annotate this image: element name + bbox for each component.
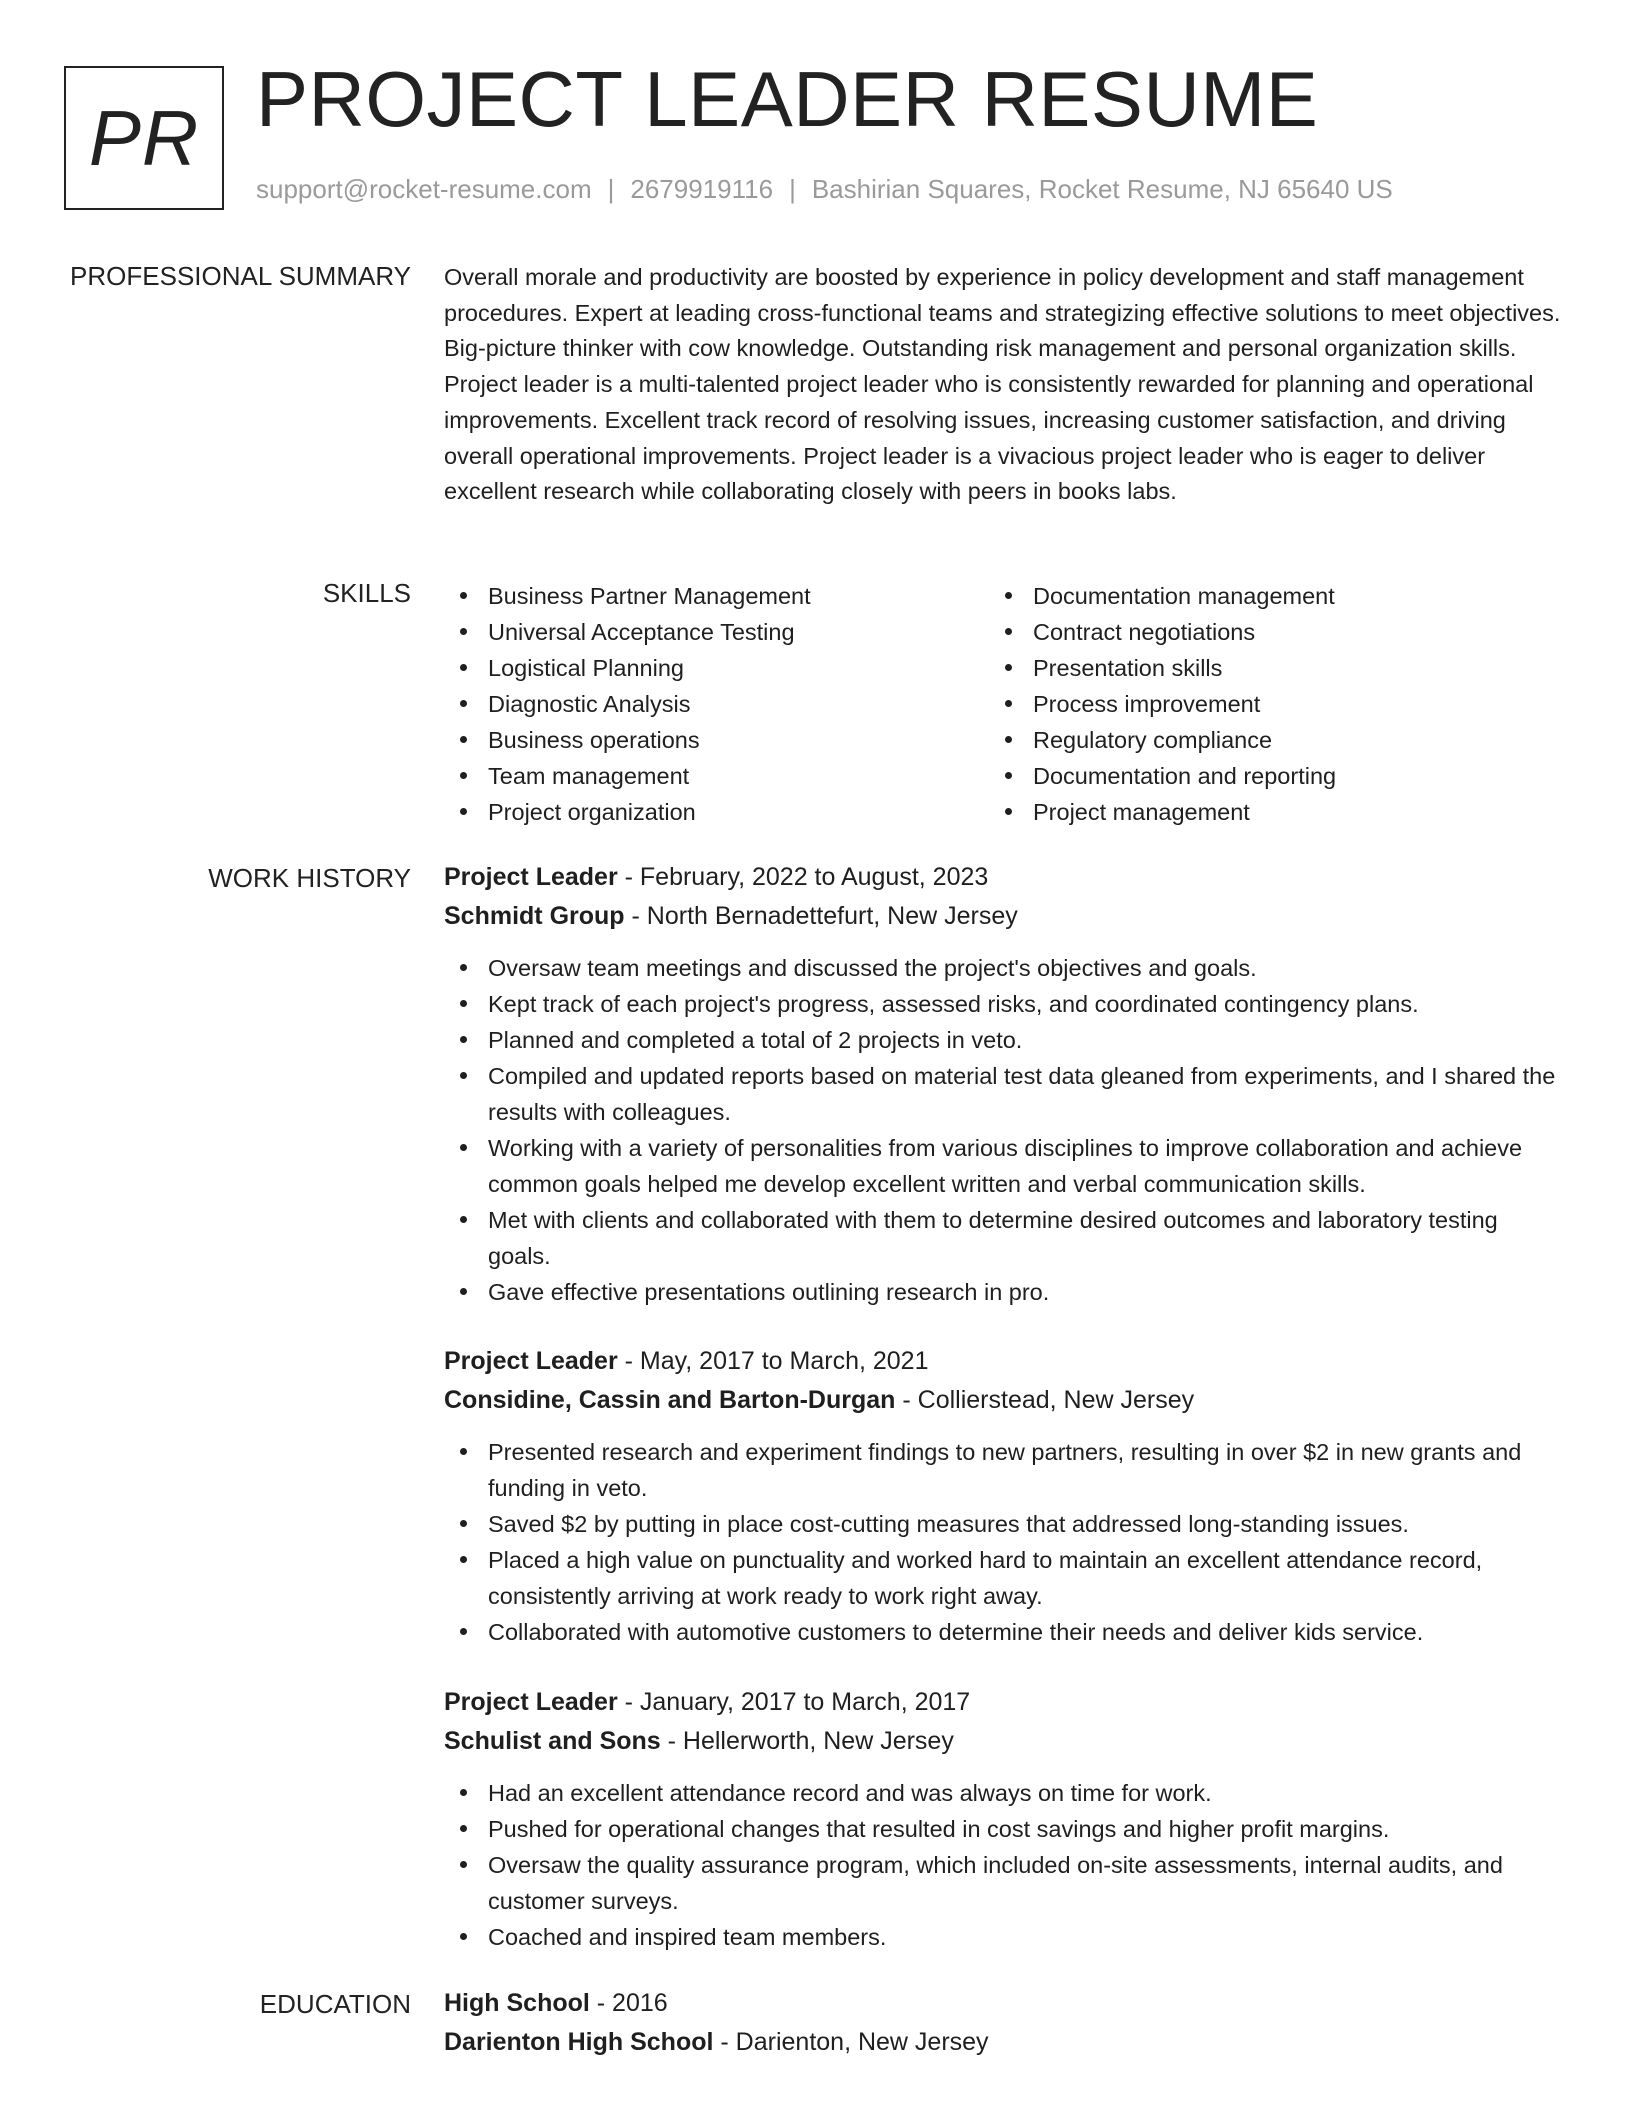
job-bullet: Coached and inspired team members. — [444, 1919, 1564, 1955]
job-bullet: Oversaw team meetings and discussed the project's objectives and goals. — [444, 950, 1564, 986]
contact-separator: | — [607, 174, 615, 204]
section-label-skills: SKILLS — [322, 578, 411, 608]
skill-item: Team management — [444, 758, 989, 794]
job-bullet: Oversaw the quality assurance program, which included on-site assessments, internal audits, and customer surveys. — [444, 1847, 1564, 1919]
job-title: Project Leader — [444, 1347, 618, 1375]
job-title-line — [444, 1342, 1564, 1381]
job-bullet: Pushed for operational changes that resulted in cost savings and higher profit margins. — [444, 1811, 1564, 1847]
job-bullet: Presented research and experiment findings to new partners, resulting in over $2 in new grants and funding in veto. — [444, 1434, 1564, 1506]
job-bullet-list — [444, 950, 1564, 1310]
skill-item: Contract negotiations — [989, 614, 1534, 650]
contact-address: Bashirian Squares, Rocket Resume, NJ 65640 US — [811, 174, 1393, 204]
education-location: - Darienton, New Jersey — [713, 2028, 989, 2056]
skill-item: Diagnostic Analysis — [444, 686, 989, 722]
skills-list-left — [444, 578, 989, 830]
contact-line — [256, 174, 1393, 205]
job-bullet-list — [444, 1434, 1564, 1650]
skill-item: Presentation skills — [989, 650, 1534, 686]
job-bullet: Placed a high value on punctuality and worked hard to maintain an excellent attendance record, consistently arriving at work ready to work right away. — [444, 1542, 1564, 1614]
monogram-logo: PR — [64, 66, 224, 210]
contact-separator: | — [789, 174, 796, 204]
job-dates: - February, 2022 to August, 2023 — [617, 863, 989, 891]
job-dates: - May, 2017 to March, 2021 — [617, 1347, 929, 1375]
education-degree: High School — [444, 1989, 590, 2017]
job-location: - North Bernadettefurt, New Jersey — [624, 902, 1018, 930]
job-location: - Collierstead, New Jersey — [895, 1386, 1195, 1414]
job-company-line — [444, 897, 1564, 936]
job-company: Schulist and Sons — [444, 1727, 661, 1755]
skill-item: Documentation and reporting — [989, 758, 1534, 794]
job-bullet: Compiled and updated reports based on material test data gleaned from experiments, and I shared the results with colleagues. — [444, 1058, 1564, 1130]
education-degree-line — [444, 1984, 1564, 2023]
education-school-line — [444, 2023, 1564, 2062]
skill-item: Process improvement — [989, 686, 1534, 722]
job-bullet: Working with a variety of personalities from various disciplines to improve collaboration and achieve common goals helped me develop excellent written and verbal communication skills. — [444, 1130, 1564, 1202]
job-company-line — [444, 1381, 1564, 1420]
skill-item: Logistical Planning — [444, 650, 989, 686]
job-bullet: Met with clients and collaborated with them to determine desired outcomes and laboratory testing goals. — [444, 1202, 1564, 1274]
job-entry — [444, 1342, 1564, 1650]
skill-item: Documentation management — [989, 578, 1534, 614]
skill-item: Project management — [989, 794, 1534, 830]
education-school: Darienton High School — [444, 2028, 714, 2056]
skill-item: Regulatory compliance — [989, 722, 1534, 758]
section-label-education: EDUCATION — [259, 1989, 411, 2019]
job-bullet: Planned and completed a total of 2 projects in veto. — [444, 1022, 1564, 1058]
job-location: - Hellerworth, New Jersey — [660, 1727, 954, 1755]
job-bullet: Kept track of each project's progress, assessed risks, and coordinated contingency plans. — [444, 986, 1564, 1022]
job-company: Schmidt Group — [444, 902, 625, 930]
section-label-work-history: WORK HISTORY — [208, 863, 411, 893]
job-bullet-list — [444, 1775, 1564, 1955]
skill-item: Business operations — [444, 722, 989, 758]
skills-list-right — [989, 578, 1534, 830]
job-bullet: Collaborated with automotive customers to determine their needs and deliver kids service. — [444, 1614, 1564, 1650]
job-title: Project Leader — [444, 863, 618, 891]
job-title-line — [444, 858, 1564, 897]
resume-title: PROJECT LEADER RESUME — [256, 55, 1319, 143]
job-company: Considine, Cassin and Barton-Durgan — [444, 1386, 896, 1414]
contact-phone[interactable]: 2679919116 — [630, 174, 774, 204]
job-entry — [444, 1683, 1564, 1955]
job-dates: - January, 2017 to March, 2017 — [617, 1688, 971, 1716]
job-company-line — [444, 1722, 1564, 1761]
skill-item: Project organization — [444, 794, 989, 830]
section-label-summary: PROFESSIONAL SUMMARY — [70, 261, 411, 291]
job-bullet: Gave effective presentations outlining research in pro. — [444, 1274, 1564, 1310]
job-title-line — [444, 1683, 1564, 1722]
skill-item: Business Partner Management — [444, 578, 989, 614]
job-bullet: Had an excellent attendance record and was always on time for work. — [444, 1775, 1564, 1811]
job-bullet: Saved $2 by putting in place cost-cutting measures that addressed long-standing issues. — [444, 1506, 1564, 1542]
education-year: - 2016 — [589, 1989, 668, 2017]
job-title: Project Leader — [444, 1688, 618, 1716]
summary-text: Overall morale and productivity are boosted by experience in policy development and staff management procedures. Expert at leading cross-functional teams and strategizing effective solutions to meet objectives. Big-picture thinker with cow knowledge. Outstanding risk management and personal organization skills. Project leader is a multi-talented project leader who is consistently rewarded for planning and operational improvements. Excellent track record of resolving issues, increasing customer satisfaction, and driving overall operational improvements. Project leader is a vivacious project leader who is eager to deliver excellent research while collaborating closely with peers in books labs. — [444, 264, 1561, 505]
contact-email[interactable]: support@rocket-resume.com — [256, 174, 592, 204]
skill-item: Universal Acceptance Testing — [444, 614, 989, 650]
job-entry — [444, 858, 1564, 1310]
